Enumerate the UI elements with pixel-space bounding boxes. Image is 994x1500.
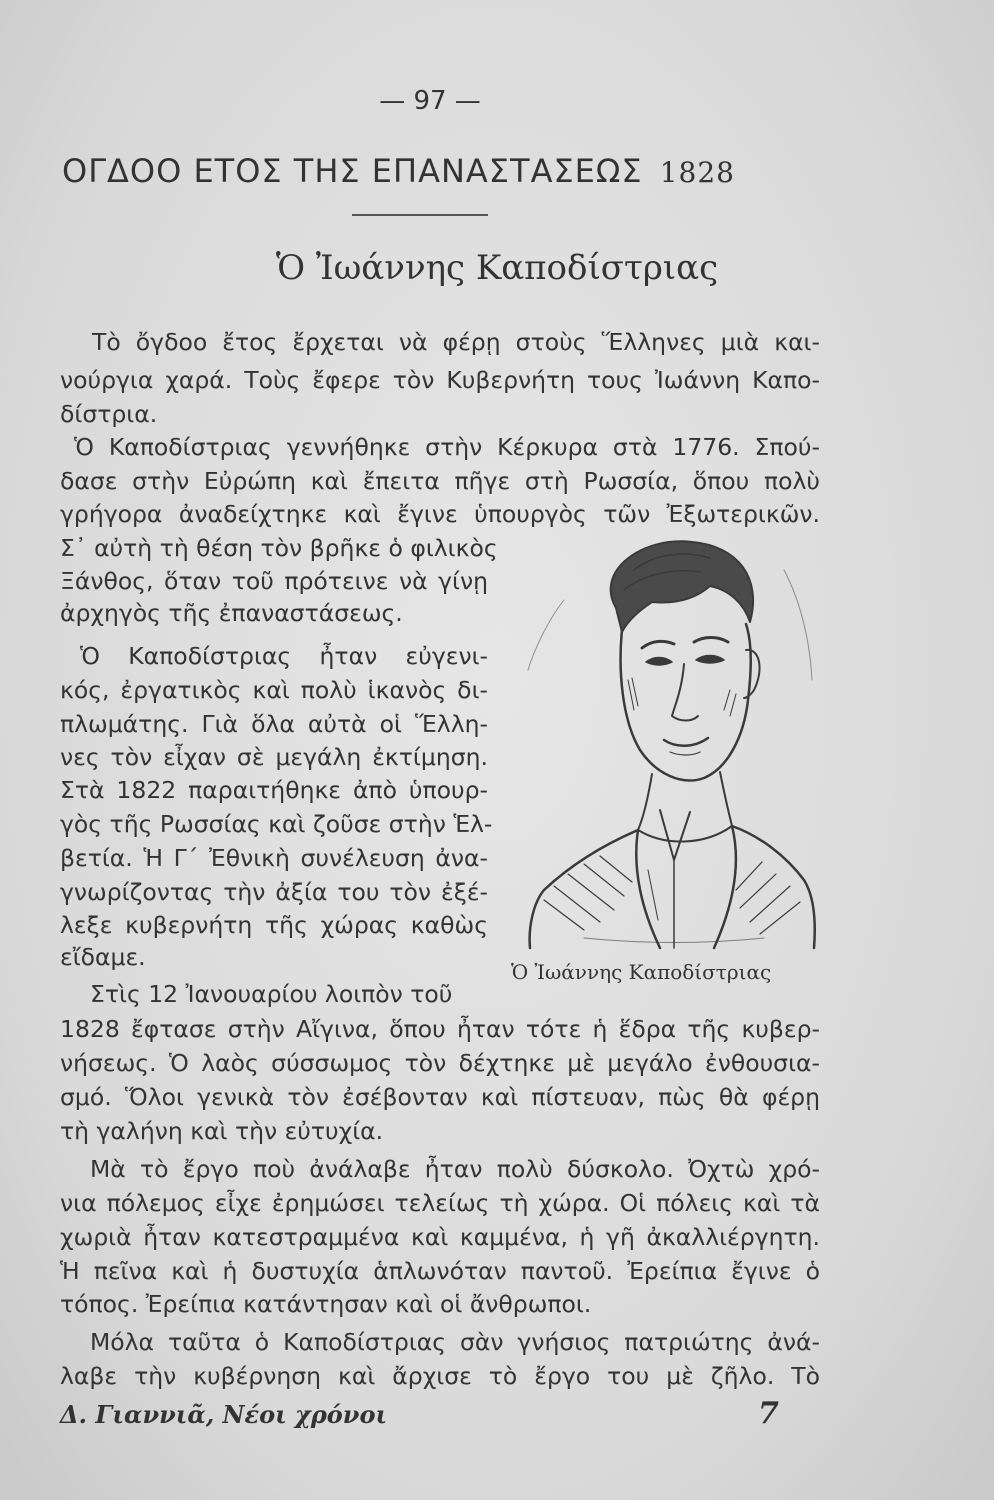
text-line: Μὰ τὸ ἔργο ποὺ ἀνάλαβε ἦταν πολὺ δύσκολο. Ὀχτὼ χρό- (90, 1155, 820, 1183)
text-line: νια πόλεμος εἶχε ἐρημώσει τελείως τὴ χώρα. Οἱ πόλεις καὶ τὰ (60, 1189, 820, 1217)
text-line: Ἡ πεῖνα καὶ ἡ δυστυχία ἁπλωνόταν παντοῦ. Ἐρείπια ἔγινε ὁ (60, 1257, 820, 1285)
section-title: Ὁ Ἰωάννης Καποδίστριας (275, 248, 719, 288)
text-line: βετία. Ἡ Γ´ Ἐθνικὴ συνέλευση ἀνα- (60, 844, 488, 872)
text-line: κός, ἐργατικὸς καὶ πολὺ ἱκανὸς δι- (60, 676, 488, 704)
text-line: ἀρχηγὸς τῆς ἐπαναστάσεως. (60, 599, 403, 627)
text-line: τὴ γαλήνη καὶ τὴν εὐτυχία. (60, 1117, 384, 1145)
text-line: λαβε τὴν κυβέρνηση καὶ ἄρχισε τὸ ἔργο του μὲ ζῆλο. Τὸ (60, 1362, 820, 1390)
chapter-heading-text: ΟΓΔΟΟ ΕΤΟΣ ΤΗΣ ΕΠΑΝΑΣΤΑΣΕΩΣ (62, 152, 643, 190)
text-line: νες τὸν εἶχαν σὲ μεγάλη ἐκτίμηση. (60, 743, 488, 771)
page-number: — 97 — (379, 86, 481, 116)
footer-author: Δ. Γιαννιᾶ, Νέοι χρόνοι (60, 1400, 388, 1429)
text-line: εἴδαμε. (60, 943, 146, 971)
text-line: Στὶς 12 Ἰανουαρίου λοιπὸν τοῦ (90, 980, 453, 1008)
text-line: νήσεως. Ὁ λαὸς σύσσωμος τὸν δέχτηκε μὲ μεγάλο ἐνθουσια- (60, 1049, 820, 1077)
text-line: δασε στὴν Εὐρώπη καὶ ἔπειτα πῆγε στὴ Ρωσσία, ὅπου πολὺ (60, 467, 820, 495)
text-line: σμό. Ὅλοι γενικὰ τὸν ἐσέβονταν καὶ πίστευαν, πὼς θὰ φέρῃ (60, 1083, 820, 1111)
portrait-caption: Ὁ Ἰωάννης Καποδίστριας (511, 960, 772, 984)
text-line: νούργια χαρά. Τοὺς ἔφερε τὸν Κυβερνήτη τους Ἰωάννη Καπο- (60, 366, 820, 394)
heading-divider (352, 214, 488, 216)
text-line: Σ᾿ αὐτὴ τὴ θέση τὸν βρῆκε ὁ φιλικὸς (60, 534, 498, 562)
footer-signature-mark: 7 (758, 1396, 779, 1431)
text-line: γὸς τῆς Ρωσσίας καὶ ζοῦσε στὴν Ἑλ- (60, 810, 493, 838)
text-line: 1828 ἔφτασε στὴν Αἴγινα, ὅπου ἦταν τότε ἡ ἕδρα τῆς κυβερ- (60, 1015, 820, 1043)
text-line: γνωρίζοντας τὴν ἀξία του τὸν ἐξέ- (60, 878, 488, 906)
text-line: Ὁ Καποδίστριας γεννήθηκε στὴν Κέρκυρα στὰ 1776. Σπού- (74, 433, 820, 461)
text-line: δίστρια. (60, 400, 158, 428)
text-line: Ξάνθος, ὅταν τοῦ πρότεινε νὰ γίνῃ (60, 567, 488, 595)
text-line: πλωμάτης. Γιὰ ὅλα αὐτὰ οἱ Ἕλλη- (60, 710, 488, 738)
text-line: Ὁ Καποδίστριας ἦταν εὐγενι- (80, 642, 488, 670)
text-line: Στὰ 1822 παραιτήθηκε ἀπὸ ὑπουρ- (60, 776, 488, 804)
text-line: Τὸ ὄγδοο ἔτος ἔρχεται νὰ φέρῃ στοὺς Ἕλληνες μιὰ και- (92, 328, 820, 356)
chapter-heading-year: 1828 (659, 156, 735, 189)
text-line: Μόλα ταῦτα ὁ Καποδίστριας σὰν γνήσιος πατριώτης ἀνά- (90, 1328, 820, 1356)
text-line: χωριὰ ἦταν κατεστραμμένα καὶ καμμένα, ἡ γῆ ἀκαλλιέργητη. (60, 1223, 820, 1251)
text-line: λεξε κυβερνήτη τῆς χώρας καθὼς (60, 911, 488, 939)
text-line: γρήγορα ἀναδείχτηκε καὶ ἔγινε ὑπουργὸς τῶν Ἐξωτερικῶν. (60, 500, 820, 528)
chapter-heading (62, 152, 735, 190)
portrait-engraving-icon (524, 530, 820, 950)
text-line: τόπος. Ἐρείπια κατάντησαν καὶ οἱ ἄνθρωποι. (60, 1290, 592, 1318)
